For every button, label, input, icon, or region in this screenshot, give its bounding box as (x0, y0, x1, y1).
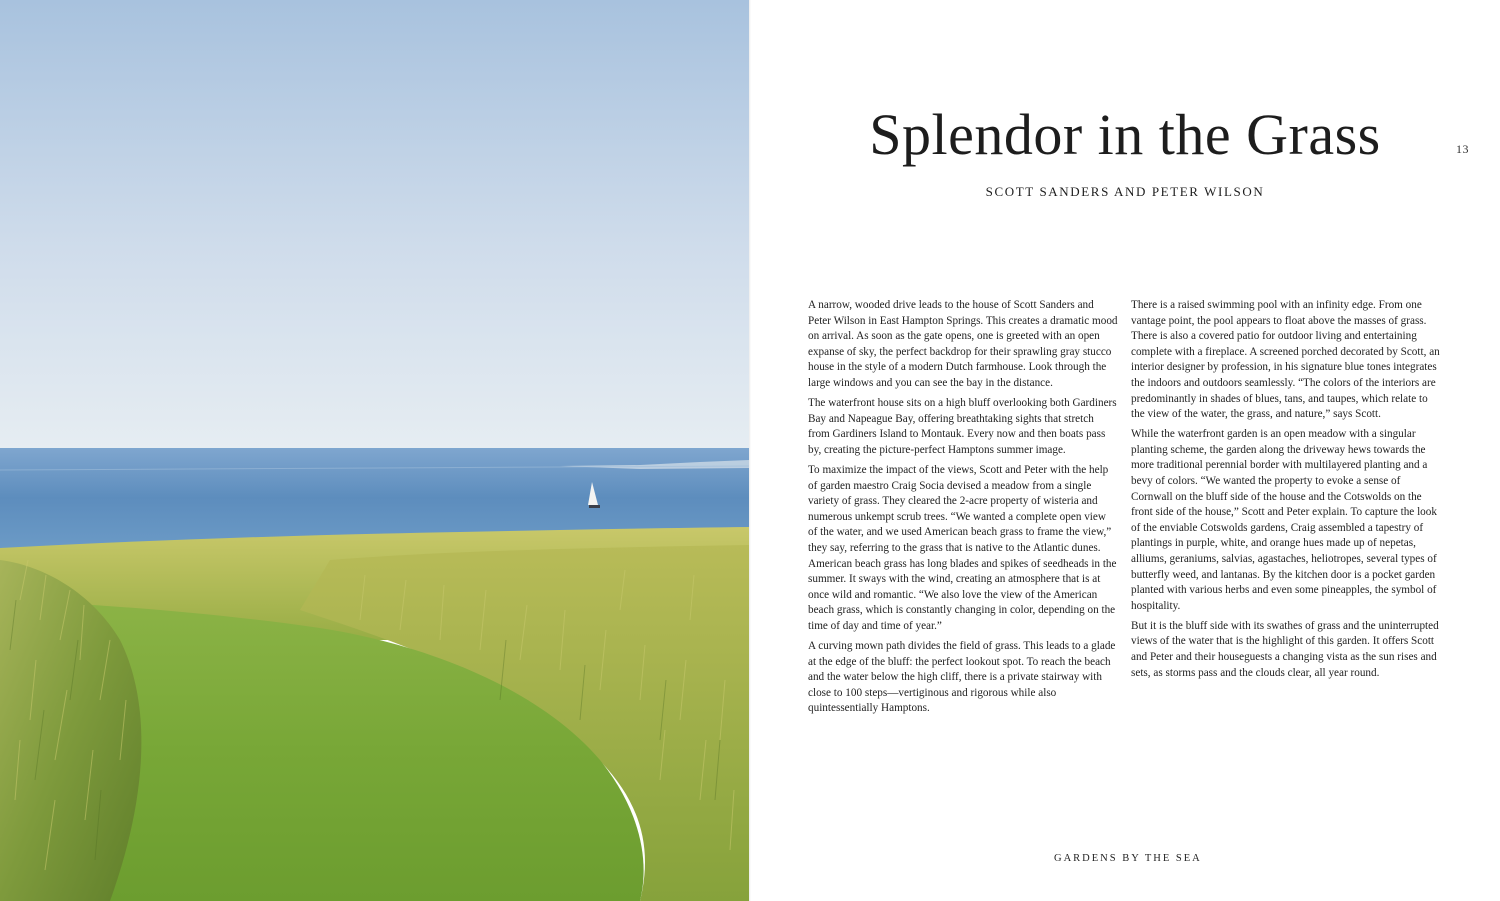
meadow-seascape-image (0, 0, 749, 901)
garden-photograph (0, 0, 749, 901)
body-paragraph: A curving mown path divides the field of grass. This leads to a glade at the edge of the bluff: the perfect lookout spot. To reach the beach and the water below the high cliff, there is a private stairway with close to 100 steps—vertiginous and rigorous while also quintessentially Hamptons. (808, 639, 1116, 715)
sky-region (0, 0, 749, 450)
page-number: 13 (1456, 142, 1469, 156)
chapter-authors: SCOTT SANDERS AND PETER WILSON (985, 184, 1265, 199)
body-paragraph: The waterfront house sits on a high bluff overlooking both Gardiners Bay and Napeague Bay, offering breathtaking sights that stretch from Gardiners Island to Montauk. Every now and then boats pass by, creating the picture-perfect Hamptons summer image. (808, 397, 1117, 456)
body-paragraph: While the waterfront garden is an open meadow with a singular planting scheme, the garden along the driveway hews towards the more traditional perennial border with multilayered planting and a bevy of colors. “We wanted the property to evoke a sense of Cornwall on the bluff side of the house and the Cotswolds on the front side of the house,” Scott and Peter explain. To capture the look of the enviable Cotswolds gardens, Craig assembled a tapestry of plantings in purple, white, and orange hues made up of nepetas, alliums, geraniums, salvias, agastaches, heliotropes, several types of butterfly weed, and lantanas. By the kitchen door is a pocket garden planted with various herbs and even some pineapples, the symbol of hospitality. (1131, 428, 1437, 612)
body-column-right (1131, 298, 1443, 686)
running-footer: GARDENS BY THE SEA (1054, 853, 1202, 864)
chapter-title: Splendor in the Grass (869, 102, 1381, 167)
body-paragraph: There is a raised swimming pool with an infinity edge. From one vantage point, the pool appears to float above the masses of grass. There is also a covered patio for outdoor living and entertaining complete with a fireplace. A screened porched decorated by Scott, an interior designer by profession, in his signature blue tones integrates the indoors and outdoors seamlessly. “The colors of the interiors are predominantly in shades of blues, tans, and taupes, which relate to the view of the water, the grass, and nature,” says Scott. (1131, 299, 1440, 421)
body-paragraph: But it is the bluff side with its swathes of grass and the uninterrupted views of the water that is the highlight of this garden. It offers Scott and Peter and their houseguests a changing vista as the sun rises and sets, as storms pass and the clouds clear, all year round. (1131, 619, 1439, 679)
body-paragraph: To maximize the impact of the views, Scott and Peter with the help of garden maestro Craig Socia devised a meadow from a single variety of grass. They cleared the 2-acre property of wisteria and numerous unkempt scrub trees. “We wanted a complete open view of the water, and we used American beach grass to frame the view,” they say, referring to the grass that is native to the Atlantic dunes. American beach grass has long blades and spikes of seedheads in the summer. It sways with the wind, creating an atmosphere that is at once wild and romantic. “We also love the view of the American beach grass, which is constantly changing in color, depending on the time of day and time of year.” (808, 463, 1117, 632)
body-column-left (808, 298, 1118, 721)
page-gutter (749, 0, 751, 901)
body-paragraph: A narrow, wooded drive leads to the house of Scott Sanders and Peter Wilson in East Hampton Springs. This creates a dramatic mood on arrival. As soon as the gate opens, one is greeted with an open expanse of sky, the perfect backdrop for their sprawling gray stucco house in the style of a modern Dutch farmhouse. Look through the large windows and you can see the bay in the distance. (808, 299, 1118, 389)
